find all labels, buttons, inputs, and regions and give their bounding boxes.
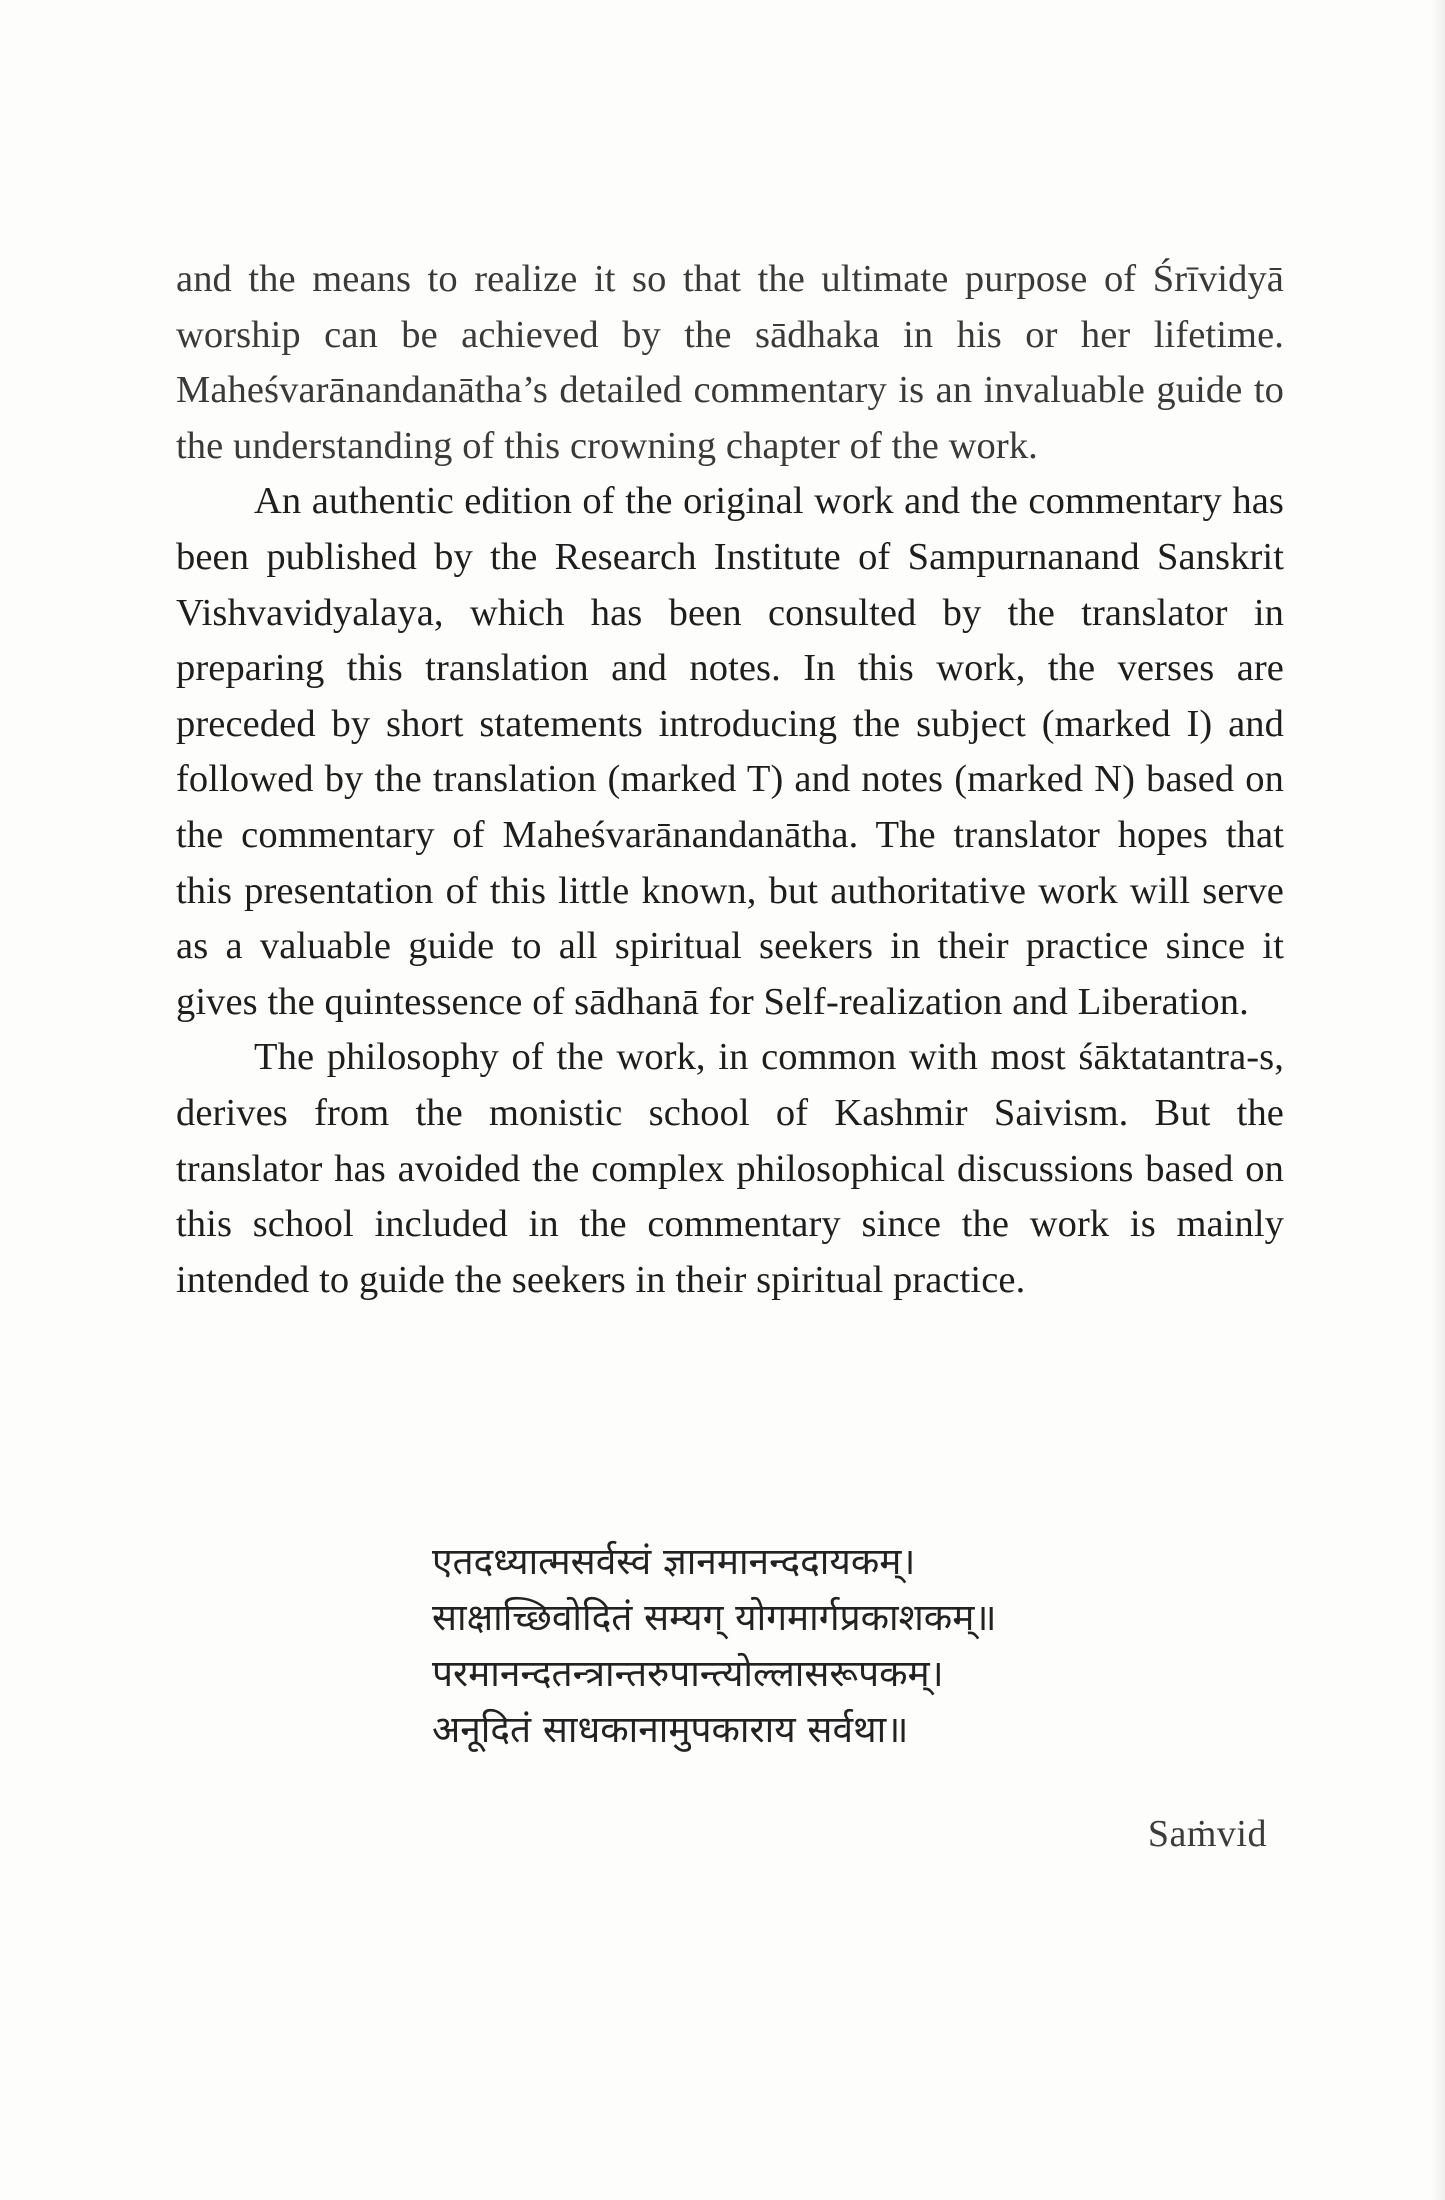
paragraph-edition: An authentic edition of the original work and the commentary has been published by the Research Institute of Sampurnanand Sanskrit Vishvavidyalaya, which has been consulted by the translator in preparing this translation and notes. In this work, the verses are preceded by short statements introducing the subject (marked I) and followed by the translation (marked T) and notes (marked N) based on the commentary of Maheśvarānandanātha. The translator hopes that this presentation of this little known, but authoritative work will serve as a valuable guide to all spiritual seekers in their practice since it gives the quintessence of sādhanā for Self-realization and Liberation.	[176, 480, 1284, 1023]
verse-line-1: एतदध्यात्मसर्वस्वं ज्ञानमानन्ददायकम्।	[432, 1540, 916, 1583]
body-text	[176, 252, 1284, 1308]
sanskrit-verse	[432, 1534, 1212, 1758]
paragraph-continued: and the means to realize it so that the ultimate purpose of Śrīvidyā worship can be achieved by the sādhaka in his or her lifetime. Maheśvarānandanātha’s detailed commentary is an invaluable guide to the understanding of this crowning chapter of the work.	[176, 258, 1284, 467]
verse-line-3: परमानन्दतन्त्रान्तरुपान्त्योल्लासरूपकम्।	[432, 1652, 944, 1695]
page-edge-shadow	[1431, 0, 1445, 2200]
verse-line-2: साक्षाच्छिवोदितं सम्यग् योगमार्गप्रकाशकम्॥	[432, 1596, 997, 1639]
verse-line-4: अनूदितं साधकानामुपकाराय सर्वथा॥	[432, 1708, 909, 1751]
paragraph-philosophy: The philosophy of the work, in common with most śāktatantra-s, derives from the monistic school of Kashmir Saivism. But the translator has avoided the complex philosophical discussions based on this school included in the commentary since the work is mainly intended to guide the seekers in their spiritual practice.	[176, 1036, 1284, 1301]
signature: Saṁvid	[1147, 1813, 1267, 1855]
